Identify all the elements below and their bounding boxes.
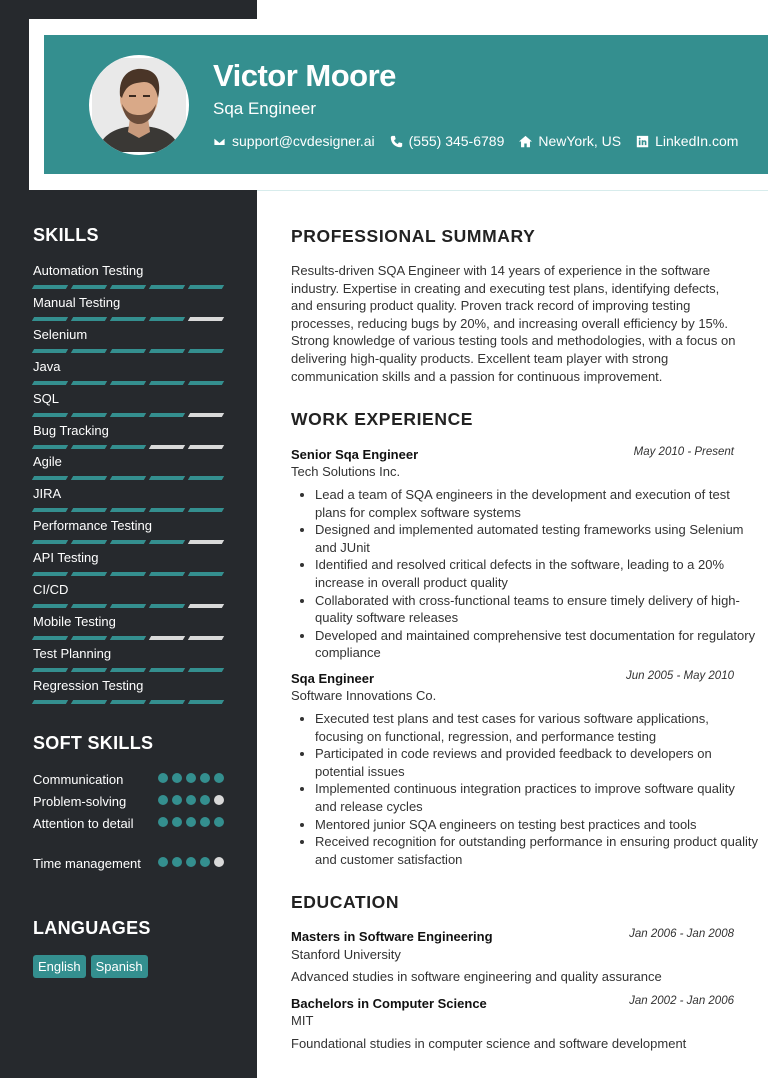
- rating-dot: [186, 773, 196, 783]
- skill-level-segment: [149, 349, 185, 353]
- skill-level-segment: [32, 636, 68, 640]
- linkedin-icon: [636, 135, 649, 148]
- soft-skill-rating: [158, 795, 224, 805]
- skill-level-segment: [71, 285, 107, 289]
- rating-dot: [214, 857, 224, 867]
- rating-dot: [200, 795, 210, 805]
- skill-level-segment: [188, 604, 224, 608]
- skill-level-segment: [149, 413, 185, 417]
- rating-dot: [200, 857, 210, 867]
- skill-item: [33, 678, 223, 704]
- skill-level-segment: [71, 381, 107, 385]
- skill-item: [33, 582, 223, 608]
- skill-level-segment: [188, 700, 224, 704]
- skill-level-segment: [32, 476, 68, 480]
- rating-dot: [186, 817, 196, 827]
- list-item: • Participated in code reviews and provided feedback to developers on potential issues: [315, 745, 760, 780]
- skill-item: [33, 550, 223, 576]
- skill-level-segment: [71, 445, 107, 449]
- rating-dot: [172, 795, 182, 805]
- skill-level-segment: [110, 508, 146, 512]
- soft-skill-name: Communication: [33, 772, 124, 787]
- rating-dot: [158, 773, 168, 783]
- skill-level-segment: [149, 636, 185, 640]
- envelope-icon: [213, 135, 226, 148]
- summary-text: Results-driven SQA Engineer with 14 years of experience in the software industry. Expertise in creating and executing test plans, identifying defects, and ensuring product quality. Proven track record of improving testing processes, reducing bugs by 20%, and increasing overall efficiency by 15%. Strong knowledge of various testing tools and methodologies, with a focus on delivering high-quality products. Excellent team player with strong communication skills and a passion for continuous improvement.: [291, 263, 736, 384]
- job-date: Jun 2005 - May 2010: [625, 670, 734, 682]
- skill-level-segment: [110, 668, 146, 672]
- rating-dot: [200, 817, 210, 827]
- skill-level-bar: [33, 476, 223, 480]
- rating-dot: [172, 817, 182, 827]
- skill-level-segment: [71, 540, 107, 544]
- list-item: • Received recognition for outstanding performance in ensuring product quality and customer satisfaction: [315, 833, 760, 868]
- summary-heading: PROFESSIONAL SUMMARY: [291, 226, 536, 246]
- skill-name: Test Planning: [33, 645, 112, 661]
- skill-item: [33, 423, 223, 449]
- skill-level-segment: [188, 413, 224, 417]
- skill-name: JIRA: [33, 486, 62, 502]
- skill-item: [33, 646, 223, 672]
- job-title: Sqa Engineer: [291, 671, 375, 686]
- skill-level-bar: [33, 604, 223, 608]
- list-item: • Mentored junior SQA engineers on testing best practices and tools: [315, 816, 760, 834]
- contact-location: [519, 133, 621, 149]
- job-company: Software Innovations Co.: [291, 688, 437, 703]
- skill-name: Automation Testing: [33, 263, 144, 278]
- soft-skill-name: Problem-solving: [33, 794, 127, 809]
- skill-level-segment: [32, 349, 68, 353]
- soft-skill-item: [33, 815, 223, 832]
- skill-level-segment: [149, 317, 185, 321]
- skill-item: [33, 614, 223, 640]
- job-title: Senior Sqa Engineer: [291, 447, 419, 462]
- skill-name: Mobile Testing: [33, 613, 116, 629]
- skill-name: API Testing: [33, 550, 99, 566]
- degree-title: Bachelors in Computer Science: [291, 996, 487, 1011]
- soft-skill-item: [33, 771, 223, 788]
- skills-heading: SKILLS: [33, 225, 99, 245]
- profile-photo: [89, 55, 189, 155]
- contact-row: [213, 131, 738, 151]
- skill-level-segment: [71, 636, 107, 640]
- skill-level-bar: [33, 445, 223, 449]
- contact-location-text: NewYork, US: [538, 133, 622, 149]
- skill-level-segment: [110, 285, 146, 289]
- skill-level-segment: [32, 317, 68, 321]
- skill-name: Java: [33, 358, 61, 374]
- skill-level-segment: [149, 445, 185, 449]
- soft-skill-item: [33, 793, 223, 810]
- rating-dot: [186, 795, 196, 805]
- skill-level-segment: [188, 636, 224, 640]
- rating-dot: [186, 857, 196, 867]
- list-item: • Implemented continuous integration practices to improve software quality and release cycles: [315, 780, 760, 815]
- skill-level-segment: [188, 572, 224, 576]
- list-item: • Executed test plans and test cases for various software applications, focusing on functional, regression, and performance testing: [315, 710, 760, 745]
- skill-level-segment: [110, 349, 146, 353]
- home-icon: [519, 135, 532, 148]
- skill-level-segment: [149, 381, 185, 385]
- skill-level-segment: [149, 604, 185, 608]
- skill-level-segment: [188, 285, 224, 289]
- skill-level-segment: [110, 317, 146, 321]
- skill-level-segment: [188, 508, 224, 512]
- skill-level-segment: [110, 540, 146, 544]
- list-item: • Lead a team of SQA engineers in the development and execution of test plans for complex software systems: [315, 486, 760, 521]
- degree-description: Advanced studies in software engineering and quality assurance: [291, 969, 662, 984]
- skill-level-segment: [188, 668, 224, 672]
- phone-icon: [390, 135, 403, 148]
- skill-name: Regression Testing: [33, 677, 144, 693]
- list-item: • Developed and maintained comprehensive test documentation for regulatory compliance: [315, 627, 760, 662]
- skill-level-segment: [188, 381, 224, 385]
- skill-level-segment: [32, 572, 68, 576]
- skill-level-segment: [149, 540, 185, 544]
- contact-linkedin-text: LinkedIn.com: [655, 133, 739, 149]
- skill-level-segment: [71, 668, 107, 672]
- skill-level-segment: [110, 700, 146, 704]
- skill-item: [33, 327, 223, 353]
- skill-level-segment: [71, 413, 107, 417]
- rating-dot: [214, 817, 224, 827]
- soft-skill-item: [33, 855, 223, 872]
- skill-item: [33, 518, 223, 544]
- skill-level-bar: [33, 285, 223, 289]
- skill-name: Performance Testing: [33, 518, 152, 534]
- skill-level-segment: [32, 700, 68, 704]
- skill-level-segment: [32, 668, 68, 672]
- skill-level-segment: [32, 285, 68, 289]
- skill-level-segment: [71, 604, 107, 608]
- skill-level-segment: [32, 604, 68, 608]
- rating-dot: [158, 857, 168, 867]
- skill-level-segment: [110, 636, 146, 640]
- skill-level-bar: [33, 413, 223, 417]
- skill-name: Selenium: [33, 326, 88, 342]
- skill-level-segment: [110, 445, 146, 449]
- job-company: Tech Solutions Inc.: [291, 464, 401, 479]
- skill-level-segment: [149, 508, 185, 512]
- skill-level-segment: [188, 476, 224, 480]
- skill-level-bar: [33, 668, 223, 672]
- skill-level-segment: [32, 381, 68, 385]
- skill-item: [33, 486, 223, 512]
- language-tag: Spanish: [91, 955, 148, 978]
- skill-name: Bug Tracking: [33, 422, 109, 438]
- degree-title: Masters in Software Engineering: [291, 929, 493, 944]
- skill-level-segment: [110, 572, 146, 576]
- skill-level-segment: [71, 317, 107, 321]
- contact-linkedin[interactable]: [636, 133, 738, 149]
- soft-skills-heading: SOFT SKILLS: [33, 733, 154, 753]
- school-name: Stanford University: [291, 947, 401, 962]
- rating-dot: [214, 795, 224, 805]
- job-bullets: [297, 710, 760, 868]
- degree-date: Jan 2002 - Jan 2006: [629, 995, 734, 1007]
- candidate-role: Sqa Engineer: [213, 99, 317, 118]
- skill-level-bar: [33, 700, 223, 704]
- skill-level-segment: [188, 317, 224, 321]
- skill-level-segment: [71, 700, 107, 704]
- skill-level-bar: [33, 508, 223, 512]
- rating-dot: [172, 857, 182, 867]
- skill-level-segment: [149, 700, 185, 704]
- skill-level-segment: [149, 572, 185, 576]
- languages-heading: LANGUAGES: [33, 918, 151, 938]
- contact-email[interactable]: [213, 133, 375, 149]
- avatar: [92, 58, 186, 152]
- list-item: • Identified and resolved critical defects in the software, leading to a 20% increase in overall product quality: [315, 556, 760, 591]
- education-heading: EDUCATION: [291, 892, 400, 912]
- languages-list: [33, 955, 148, 978]
- skill-level-bar: [33, 381, 223, 385]
- skill-level-segment: [188, 349, 224, 353]
- school-name: MIT: [291, 1013, 314, 1028]
- degree-date: Jan 2006 - Jan 2008: [629, 928, 734, 940]
- skill-name: CI/CD: [33, 582, 69, 597]
- skill-name: Agile: [33, 454, 62, 470]
- skill-level-bar: [33, 636, 223, 640]
- skill-level-segment: [149, 476, 185, 480]
- rating-dot: [158, 795, 168, 805]
- candidate-name: Victor Moore: [213, 58, 396, 93]
- contact-phone[interactable]: [390, 133, 505, 149]
- degree-description: Foundational studies in computer science and software development: [291, 1036, 687, 1051]
- skill-level-segment: [71, 349, 107, 353]
- soft-skill-rating: [158, 857, 224, 867]
- soft-skill-rating: [158, 817, 224, 827]
- list-item: • Collaborated with cross-functional teams to ensure timely delivery of high-quality software releases: [315, 592, 760, 627]
- skill-level-segment: [32, 445, 68, 449]
- skill-level-segment: [188, 445, 224, 449]
- rating-dot: [172, 773, 182, 783]
- soft-skill-rating: [158, 773, 224, 783]
- skill-level-bar: [33, 572, 223, 576]
- skill-level-segment: [149, 668, 185, 672]
- job-bullets: [297, 486, 760, 662]
- skill-item: [33, 295, 223, 321]
- job-date: May 2010 - Present: [633, 446, 734, 458]
- header-divider: [257, 190, 768, 191]
- work-heading: WORK EXPERIENCE: [291, 409, 474, 429]
- skill-level-segment: [71, 476, 107, 480]
- skill-level-segment: [32, 540, 68, 544]
- skill-level-segment: [110, 476, 146, 480]
- skill-item: [33, 263, 223, 289]
- rating-dot: [214, 773, 224, 783]
- skill-item: [33, 391, 223, 417]
- skill-level-segment: [110, 604, 146, 608]
- skill-item: [33, 454, 223, 480]
- skill-level-bar: [33, 349, 223, 353]
- skill-level-segment: [32, 508, 68, 512]
- rating-dot: [158, 817, 168, 827]
- language-tag: English: [33, 955, 86, 978]
- contact-phone-text: (555) 345-6789: [408, 133, 505, 149]
- list-item: • Designed and implemented automated testing frameworks using Selenium and JUnit: [315, 521, 760, 556]
- skill-level-bar: [33, 317, 223, 321]
- skill-level-segment: [110, 413, 146, 417]
- rating-dot: [200, 773, 210, 783]
- skill-level-segment: [32, 413, 68, 417]
- skill-level-bar: [33, 540, 223, 544]
- skill-level-segment: [149, 285, 185, 289]
- skill-item: [33, 359, 223, 385]
- soft-skill-name: Attention to detail: [33, 816, 134, 831]
- skill-level-segment: [110, 381, 146, 385]
- skill-name: Manual Testing: [33, 294, 121, 310]
- skill-level-segment: [71, 572, 107, 576]
- soft-skill-name: Time management: [33, 856, 141, 871]
- skill-level-segment: [188, 540, 224, 544]
- contact-email-text: support@cvdesigner.ai: [232, 133, 375, 149]
- skill-level-segment: [71, 508, 107, 512]
- skill-name: SQL: [33, 390, 60, 406]
